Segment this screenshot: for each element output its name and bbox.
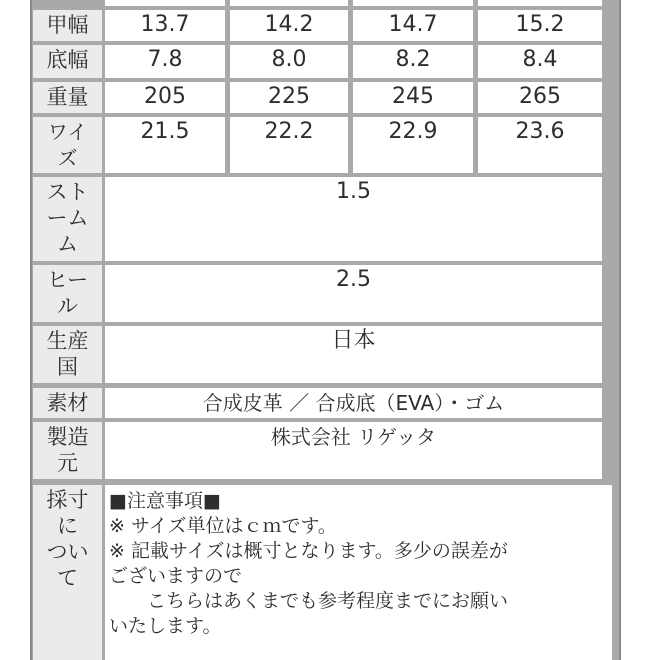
header-row-partial: [105, 0, 225, 6]
table-cell: 15.2: [478, 10, 602, 41]
table-cell: 13.7: [105, 10, 225, 41]
table-cell: 7.8: [105, 45, 225, 78]
label-line: 製造: [46, 425, 89, 449]
label-line: に: [57, 514, 78, 538]
row-label-sizing: [33, 485, 102, 660]
label-line: ワイ: [47, 120, 88, 144]
label-line: ヒー: [46, 268, 89, 292]
table-cell: 22.2: [230, 117, 348, 173]
label-line: ム: [57, 232, 78, 256]
table-cell: 合成皮革 ／ 合成底（EVA）・ゴム: [105, 388, 602, 418]
label-line: ル: [57, 294, 78, 318]
label-line: 元: [57, 451, 78, 475]
notes-line: ございますので: [109, 565, 243, 587]
row-label-wise: [33, 117, 102, 173]
label-line: 国: [57, 355, 78, 379]
label-line: 生産: [46, 329, 89, 353]
table-cell: 8.2: [353, 45, 473, 78]
row-label-material: 素材: [33, 388, 102, 418]
label-line: ズ: [57, 146, 78, 170]
row-label-instep-width: 甲幅: [33, 10, 102, 41]
notes-line: いたします。: [109, 615, 222, 637]
table-cell: 2.5: [105, 265, 602, 322]
row-label-stomu: [33, 177, 102, 261]
row-label-origin: [33, 326, 102, 383]
table-cell: 14.2: [230, 10, 348, 41]
table-cell: 8.0: [230, 45, 348, 78]
notes-box: [105, 485, 612, 660]
table-cell: 22.9: [353, 117, 473, 173]
row-label-heel: [33, 265, 102, 322]
header-row-partial: [230, 0, 348, 6]
table-cell: 265: [478, 82, 602, 113]
table-cell: 1.5: [105, 177, 602, 261]
label-line: 採寸: [46, 488, 89, 512]
table-cell: 株式会社 リゲッタ: [105, 422, 602, 479]
table-cell: 245: [353, 82, 473, 113]
header-row-partial: [353, 0, 473, 6]
notes-line: こちらはあくまでも参考程度までにお願い: [109, 590, 509, 612]
notes-line: ※ 記載サイズは概寸となります。多少の誤差が: [109, 540, 508, 562]
table-cell: 21.5: [105, 117, 225, 173]
table-cell: 23.6: [478, 117, 602, 173]
label-line: て: [57, 566, 78, 590]
label-line: ーム: [46, 206, 89, 230]
table-cell: 205: [105, 82, 225, 113]
table-cell: 8.4: [478, 45, 602, 78]
row-label-weight: 重量: [33, 82, 102, 113]
table-cell: 225: [230, 82, 348, 113]
notes-line: ■注意事項■: [109, 490, 221, 512]
label-line: スト: [46, 180, 89, 204]
row-label-sole-width: 底幅: [33, 45, 102, 78]
header-row-partial: [478, 0, 602, 6]
label-line: つい: [46, 540, 89, 564]
table-cell: 14.7: [353, 10, 473, 41]
table-cell: 日本: [105, 326, 602, 383]
notes-line: ※ サイズ単位はｃｍです。: [109, 515, 337, 537]
row-label-maker: [33, 422, 102, 479]
